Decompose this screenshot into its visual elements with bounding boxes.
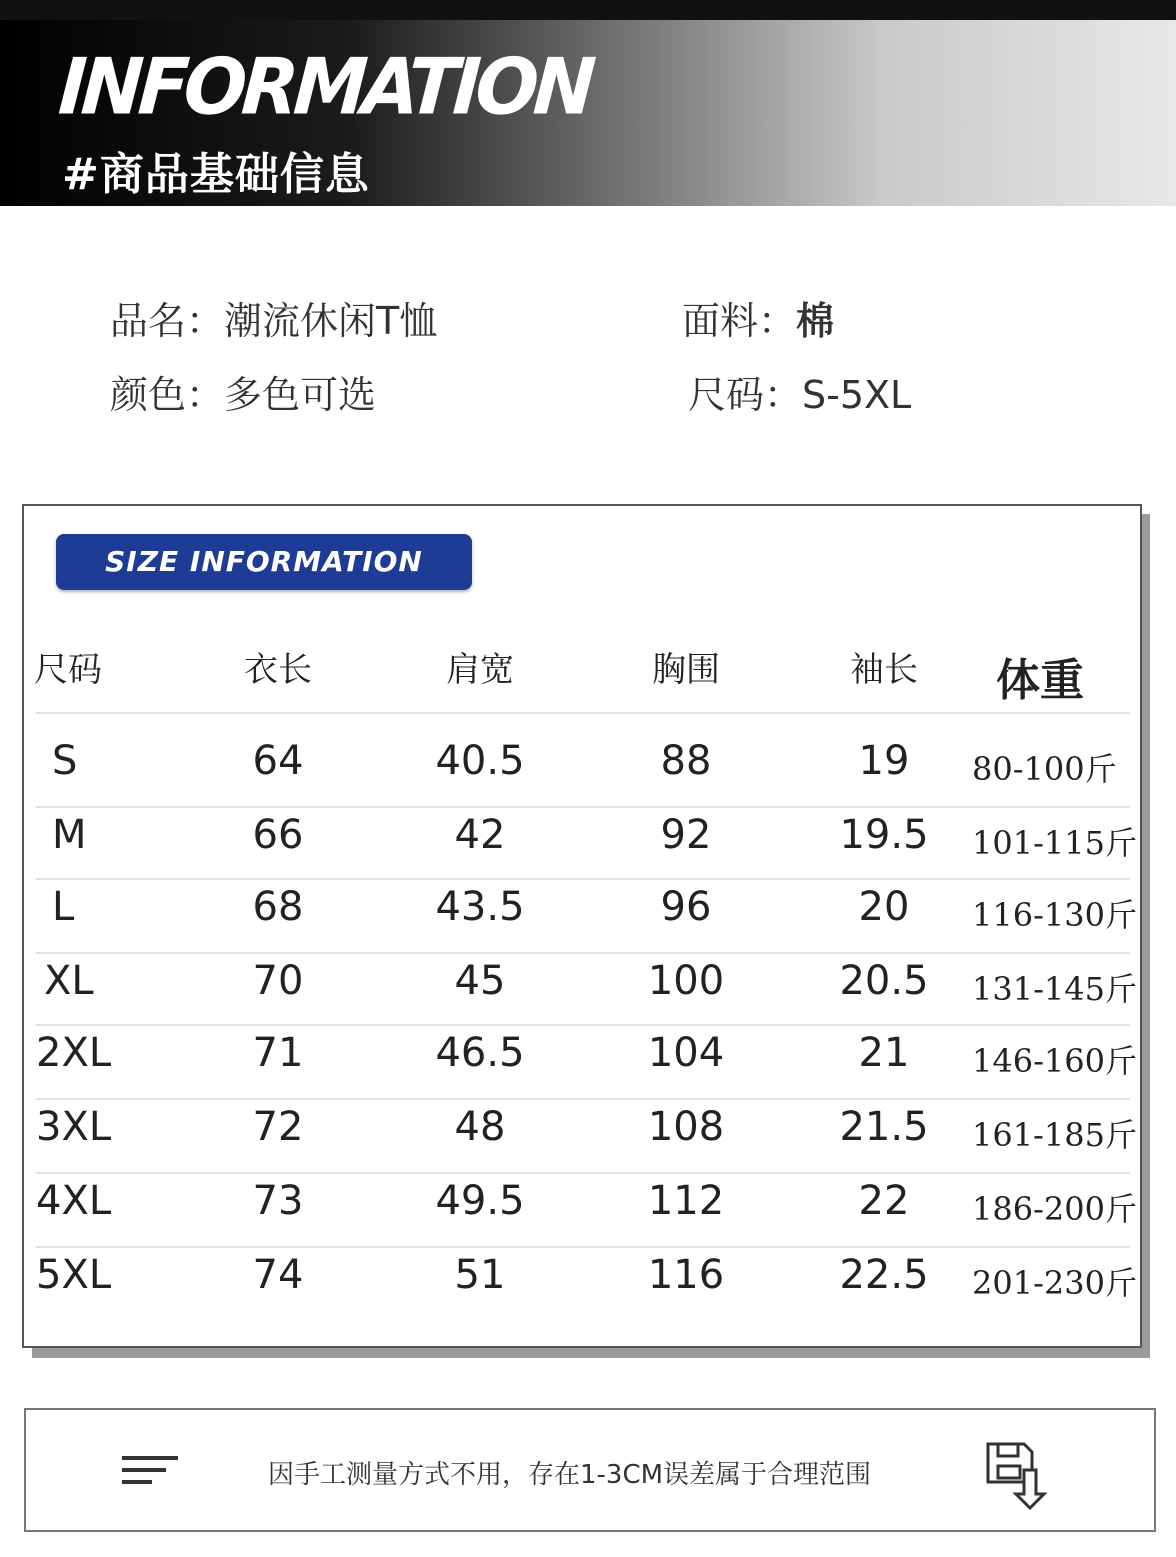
cell-size: 5XL <box>36 1252 112 1298</box>
cell-sleeve: 19.5 <box>839 812 929 858</box>
col-header-size: 尺码 <box>34 650 102 690</box>
cell-sleeve: 20.5 <box>839 958 929 1004</box>
cell-sleeve: 20 <box>858 884 910 930</box>
cell-length: 72 <box>252 1104 304 1150</box>
cell-weight: 201-230斤 <box>972 1264 1137 1302</box>
info-color <box>110 364 376 419</box>
cell-shoulder: 43.5 <box>435 884 525 930</box>
cell-chest: 108 <box>647 1104 725 1150</box>
row-divider <box>36 712 1130 714</box>
cell-shoulder: 46.5 <box>435 1030 525 1076</box>
header-title: INFORMATION <box>55 42 594 133</box>
cell-sleeve: 21 <box>858 1030 910 1076</box>
top-bar <box>0 0 1176 20</box>
col-header-length: 衣长 <box>244 650 312 690</box>
notice-text: 因手工测量方式不用，存在1-3CM误差属于合理范围 <box>268 1460 872 1490</box>
cell-size: 4XL <box>36 1178 112 1224</box>
row-divider <box>36 1172 1130 1174</box>
info-color-value: 多色可选 <box>224 373 377 417</box>
row-divider <box>36 1246 1130 1248</box>
info-size-value: S-5XL <box>802 373 912 417</box>
info-size-label: 尺码： <box>688 373 803 417</box>
cell-chest: 100 <box>647 958 725 1004</box>
cell-weight: 146-160斤 <box>972 1042 1137 1080</box>
header-subtitle: #商品基础信息 <box>62 149 370 200</box>
row-divider <box>36 1024 1130 1026</box>
cell-weight: 116-130斤 <box>972 896 1137 934</box>
cell-chest: 88 <box>660 738 712 784</box>
cell-size: 3XL <box>36 1104 112 1150</box>
cell-chest: 116 <box>647 1252 725 1298</box>
info-fabric-value: 棉 <box>796 299 835 343</box>
info-name-label: 品名： <box>110 299 225 343</box>
info-fabric-label: 面料： <box>682 299 797 343</box>
header-banner <box>0 20 1176 206</box>
cell-weight: 101-115斤 <box>972 824 1137 862</box>
cell-length: 66 <box>252 812 304 858</box>
row-divider <box>36 806 1130 808</box>
cell-length: 74 <box>252 1252 304 1298</box>
row-divider <box>36 952 1130 954</box>
cell-chest: 104 <box>647 1030 725 1076</box>
col-header-shoulder: 肩宽 <box>446 650 514 690</box>
size-table <box>22 504 1142 1348</box>
cell-sleeve: 19 <box>858 738 910 784</box>
cell-shoulder: 51 <box>454 1252 506 1298</box>
cell-weight: 80-100斤 <box>972 750 1117 788</box>
cell-sleeve: 22.5 <box>839 1252 929 1298</box>
cell-size: S <box>52 738 78 784</box>
cell-weight: 161-185斤 <box>972 1116 1137 1154</box>
cell-size: M <box>52 812 87 858</box>
size-info-badge: SIZE INFORMATION <box>56 534 472 590</box>
product-info <box>0 280 1176 430</box>
cell-length: 71 <box>252 1030 304 1076</box>
info-color-label: 颜色： <box>110 373 225 417</box>
cell-length: 68 <box>252 884 304 930</box>
cell-shoulder: 42 <box>454 812 506 858</box>
row-divider <box>36 1098 1130 1100</box>
cell-chest: 96 <box>660 884 712 930</box>
cell-shoulder: 40.5 <box>435 738 525 784</box>
cell-size: XL <box>44 958 94 1004</box>
info-fabric <box>682 290 834 345</box>
cell-length: 64 <box>252 738 304 784</box>
cell-weight: 131-145斤 <box>972 970 1137 1008</box>
cell-size: 2XL <box>36 1030 112 1076</box>
cell-length: 70 <box>252 958 304 1004</box>
cell-weight: 186-200斤 <box>972 1190 1137 1228</box>
cell-sleeve: 21.5 <box>839 1104 929 1150</box>
menu-icon <box>122 1454 182 1488</box>
cell-shoulder: 48 <box>454 1104 506 1150</box>
col-header-sleeve: 袖长 <box>850 650 918 690</box>
row-divider <box>36 878 1130 880</box>
cell-chest: 112 <box>647 1178 725 1224</box>
cell-chest: 92 <box>660 812 712 858</box>
info-name <box>110 290 437 345</box>
col-header-weight: 体重 <box>996 655 1084 706</box>
cell-sleeve: 22 <box>858 1178 910 1224</box>
measurement-notice <box>24 1408 1156 1532</box>
info-name-value: 潮流休闲T恤 <box>224 299 438 343</box>
cell-shoulder: 49.5 <box>435 1178 525 1224</box>
cell-length: 73 <box>252 1178 304 1224</box>
col-header-chest: 胸围 <box>652 650 720 690</box>
info-size <box>688 364 911 419</box>
cell-size: L <box>52 884 75 930</box>
cell-shoulder: 45 <box>454 958 506 1004</box>
save-download-icon <box>984 1440 1048 1510</box>
